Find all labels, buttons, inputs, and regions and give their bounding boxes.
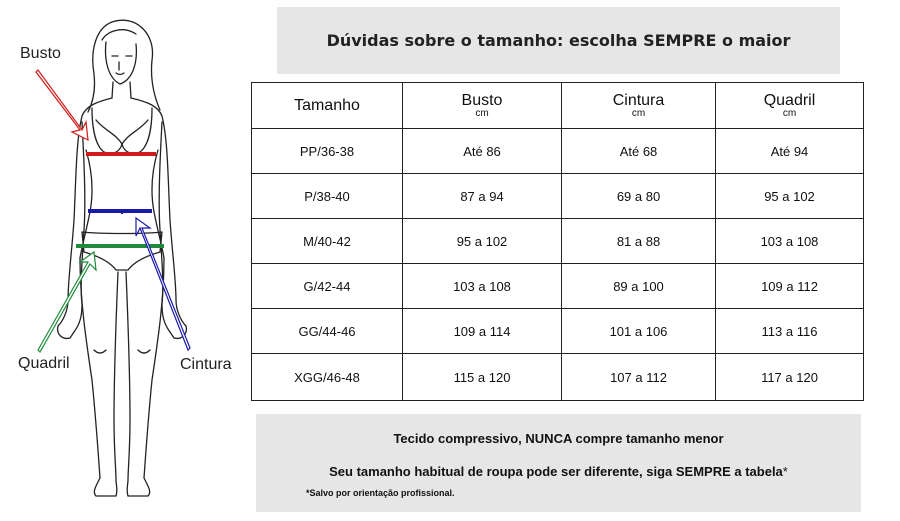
size-cell: GG/44-46 xyxy=(252,309,403,354)
column-header-cintura xyxy=(562,83,716,129)
bust-cell: 115 a 120 xyxy=(403,354,562,401)
bust-cell: 95 a 102 xyxy=(403,219,562,264)
footer-notice xyxy=(256,414,861,512)
table-header-row xyxy=(252,83,864,129)
waist-cell: 89 a 100 xyxy=(562,264,716,309)
column-header-unit: cm xyxy=(475,107,489,119)
column-header-unit: cm xyxy=(782,107,797,119)
column-header-busto xyxy=(403,83,562,129)
waist-label: Cintura xyxy=(180,356,232,373)
footnote-marker: * xyxy=(782,464,788,479)
table-row xyxy=(252,354,864,401)
face-outline xyxy=(106,42,137,84)
header-banner xyxy=(277,7,840,74)
size-advice xyxy=(256,464,861,479)
waist-arrow xyxy=(136,218,190,350)
bust-cell: 103 a 108 xyxy=(403,264,562,309)
size-cell: G/42-44 xyxy=(252,264,403,309)
waist-cell: Até 68 xyxy=(562,129,716,174)
size-cell: XGG/46-48 xyxy=(252,354,403,401)
bust-measure-line xyxy=(86,152,156,156)
hip-cell: 117 a 120 xyxy=(716,354,864,401)
size-cell: PP/36-38 xyxy=(252,129,403,174)
footnote: *Salvo por orientação profissional. xyxy=(306,488,455,498)
waist-cell: 69 a 80 xyxy=(562,174,716,219)
size-table xyxy=(251,82,864,401)
bust-cell: 109 a 114 xyxy=(403,309,562,354)
bust-arrow xyxy=(36,70,88,140)
column-header-label: Tamanho xyxy=(294,96,360,114)
column-header-tamanho xyxy=(252,83,403,129)
waist-measure-line xyxy=(88,209,152,213)
column-header-unit: cm xyxy=(631,107,646,119)
hip-cell: 95 a 102 xyxy=(716,174,864,219)
bust-cell: Até 86 xyxy=(403,129,562,174)
bust-label: Busto xyxy=(20,45,61,62)
size-cell: P/38-40 xyxy=(252,174,403,219)
table-row xyxy=(252,309,864,354)
column-header-label: Cintura xyxy=(612,91,665,109)
waist-cell: 101 a 106 xyxy=(562,309,716,354)
hip-label: Quadril xyxy=(18,355,70,372)
bust-cell: 87 a 94 xyxy=(403,174,562,219)
body-measurement-illustration xyxy=(0,0,250,521)
table-row xyxy=(252,174,864,219)
hip-cell: 113 a 116 xyxy=(716,309,864,354)
hip-measure-line xyxy=(76,244,164,248)
column-header-quadril xyxy=(716,83,864,129)
table-row xyxy=(252,264,864,309)
column-header-label: Quadril xyxy=(763,91,816,109)
header-title: Dúvidas sobre o tamanho: escolha SEMPRE o maior xyxy=(326,31,791,50)
hip-cell: 103 a 108 xyxy=(716,219,864,264)
waist-cell: 107 a 112 xyxy=(562,354,716,401)
hip-arrow xyxy=(38,252,96,352)
table-row xyxy=(252,129,864,174)
size-cell: M/40-42 xyxy=(252,219,403,264)
column-header-label: Busto xyxy=(461,91,503,109)
hair-outline xyxy=(88,20,160,112)
waist-cell: 81 a 88 xyxy=(562,219,716,264)
table-row xyxy=(252,219,864,264)
hip-cell: 109 a 112 xyxy=(716,264,864,309)
compression-warning: Tecido compressivo, NUNCA compre tamanho menor xyxy=(393,431,724,446)
size-advice-text: Seu tamanho habitual de roupa pode ser diferente, siga SEMPRE a tabela xyxy=(329,464,783,479)
hip-cell: Até 94 xyxy=(716,129,864,174)
